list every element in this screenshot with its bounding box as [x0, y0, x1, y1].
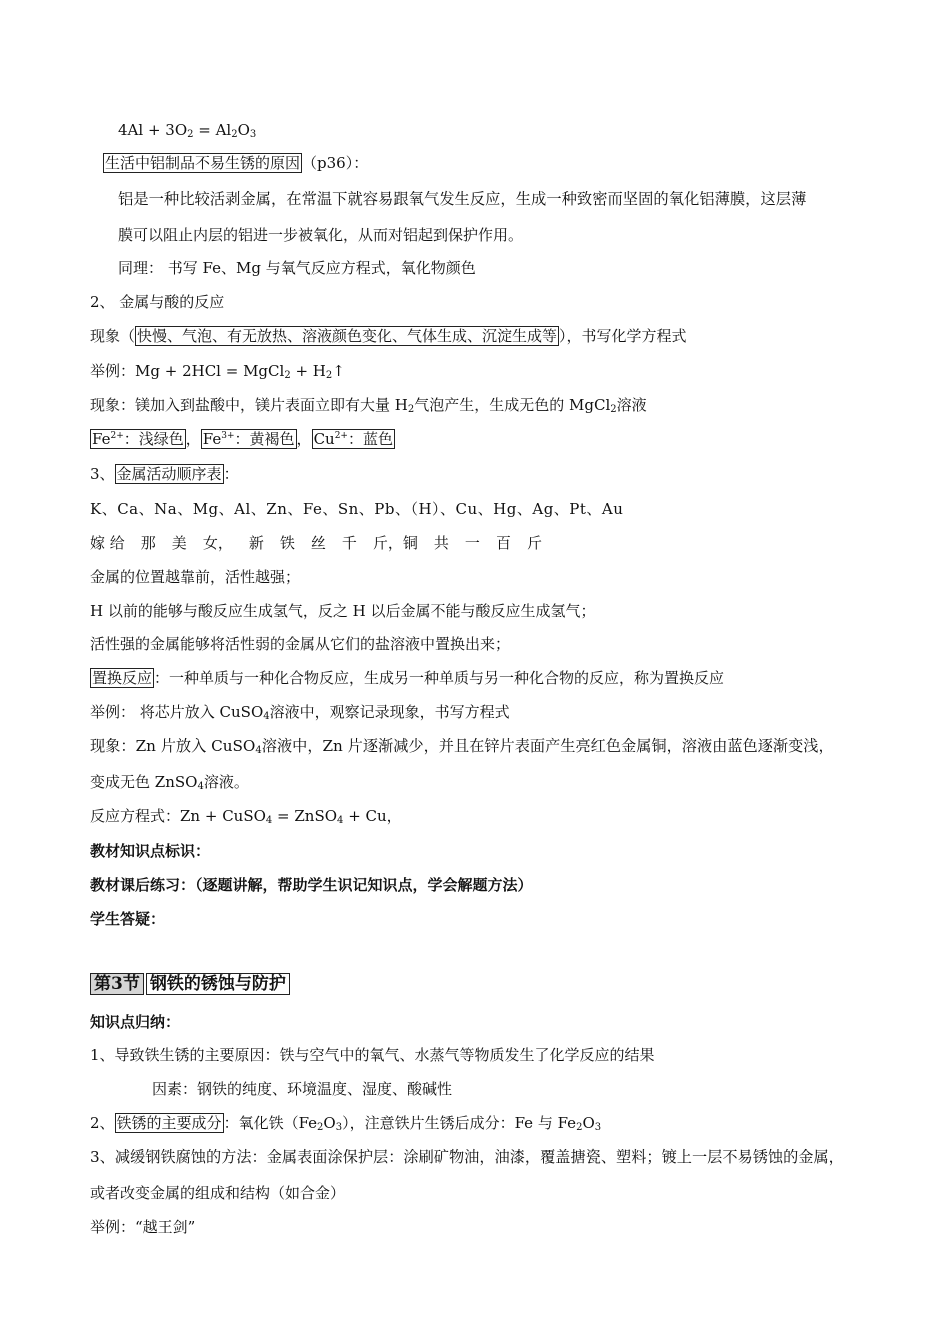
section3-title — [90, 464, 239, 484]
mnemonic-word: 嫁 给 — [90, 534, 125, 552]
ion-color: ：浅绿色 — [123, 430, 184, 448]
eq-subscript: 2 — [231, 129, 238, 140]
eq-part: = Al — [193, 121, 232, 139]
text: ），注意铁片生锈后成分：Fe 与 Fe — [342, 1114, 577, 1132]
boxed-term: 生活中铝制品不易生锈的原因 — [105, 154, 301, 172]
text: 现象（ — [90, 327, 136, 345]
text: O — [582, 1114, 595, 1132]
example-mg-equation — [90, 361, 345, 381]
activity-series: K、Ca、Na、Mg、Al、Zn、Fe、Sn、Pb、（H）、Cu、Hg、Ag、Pt、Au — [90, 500, 624, 518]
page-ref: （p36）： — [302, 154, 369, 172]
text: ： — [223, 465, 239, 483]
section-number: 第3节 — [90, 973, 144, 995]
boxed-term: 金属活动顺序表 — [116, 465, 222, 483]
equation-zn — [90, 806, 402, 826]
rust-cause: 1、导致铁生锈的主要原因：铁与空气中的氧气、水蒸气等物质发生了化学反应的结果 — [90, 1046, 655, 1064]
ion-symbol: Cu — [313, 430, 335, 448]
eq-part: + Cu， — [343, 807, 402, 825]
ion-fe3-box — [201, 429, 297, 449]
mnemonic-word: 斤，铜 — [372, 534, 418, 552]
aluminum-body-line1: 铝是一种比较活剥金属，在常温下就容易跟氧气发生反应，生成一种致密而坚固的氧化铝薄膜，这层薄 — [118, 190, 807, 208]
ion-symbol: Fe — [92, 430, 111, 448]
section-title: 钢铁的锈蚀与防护 — [146, 973, 290, 995]
text: 现象：Zn 片放入 CuSO — [90, 737, 256, 755]
mnemonic-word: 斤 — [526, 534, 542, 552]
subscript: 2 — [576, 1122, 583, 1133]
mnemonic-word: 铁 — [279, 534, 295, 552]
text: 举例： 将芯片放入 CuSO — [90, 703, 264, 721]
ion-cu2-box — [312, 429, 395, 449]
ion-colors — [90, 429, 395, 449]
rule-hydrogen: H 以前的能够与酸反应生成氢气，反之 H 以后金属不能与酸反应生成氢气； — [90, 602, 596, 620]
knowledge-summary: 知识点归纳： — [90, 1013, 181, 1031]
eq-subscript: 2 — [187, 129, 194, 140]
eq-subscript: 2 — [284, 370, 291, 381]
eq-subscript: 4 — [337, 815, 344, 826]
boxed-term: 置换反应 — [92, 669, 153, 687]
equation-aluminum-oxide — [118, 120, 256, 140]
mnemonic-line — [90, 533, 558, 553]
student-questions: 学生答疑： — [90, 910, 166, 928]
text: 现象：镁加入到盐酸中，镁片表面立即有大量 H — [90, 396, 408, 414]
section-heading — [90, 972, 290, 996]
rule-displacement: 活性强的金属能够将活性弱的金属从它们的盐溶液中置换出来； — [90, 635, 511, 653]
text: 变成无色 ZnSO — [90, 773, 198, 791]
text: 溶液中，观察记录现象，书写方程式 — [269, 703, 510, 721]
rust-factors: 因素：钢铁的纯度、环境温度、湿度、酸碱性 — [152, 1080, 453, 1098]
text: ：一种单质与一种化合物反应，生成另一种单质与另一种化合物的反应，称为置换反应 — [154, 669, 725, 687]
phenomenon-criteria — [90, 326, 687, 346]
mnemonic-word: 美 — [171, 534, 187, 552]
aluminum-body-line2: 膜可以阻止内层的铝进一步被氧化，从而对铝起到保护作用。 — [118, 226, 524, 244]
text: 溶液。 — [203, 773, 249, 791]
text: ：氧化铁（Fe — [223, 1114, 318, 1132]
eq-subscript: 2 — [325, 370, 333, 381]
ion-fe2-box — [90, 429, 186, 449]
ion-charge: 3+ — [221, 431, 235, 441]
ion-charge: 2+ — [110, 431, 124, 441]
subscript: 2 — [317, 1122, 324, 1133]
gas-arrow: ↑ — [332, 362, 345, 380]
phenomenon-mg — [90, 395, 647, 415]
text: 气泡产生，生成无色的 MgCl — [414, 396, 611, 414]
mnemonic-word: 新 — [248, 534, 264, 552]
text: 2、 — [90, 1114, 115, 1132]
eq-part: 举例：Mg + 2HCl = MgCl — [90, 362, 285, 380]
section2-title: 2、 金属与酸的反应 — [90, 293, 225, 311]
text: O — [323, 1114, 336, 1132]
rust-composition — [90, 1113, 601, 1133]
displacement-definition — [90, 668, 724, 688]
rust-prevention-line1: 3、减缓钢铁腐蚀的方法：金属表面涂保护层：涂刷矿物油，油漆，覆盖搪瓷、塑料；镀上一层不易锈蚀的金属， — [90, 1148, 844, 1166]
mnemonic-word: 百 — [495, 534, 511, 552]
ion-charge: 2+ — [334, 431, 348, 441]
text: 溶液中，Zn 片逐渐减少，并且在锌片表面产生亮红色金属铜，溶液由蓝色逐渐变浅， — [261, 737, 834, 755]
eq-part: = ZnSO — [272, 807, 338, 825]
ion-color: ：黄褐色 — [234, 430, 295, 448]
eq-part: + H — [290, 362, 326, 380]
subscript: 4 — [255, 745, 262, 756]
mnemonic-word: 共 — [433, 534, 449, 552]
eq-part: 4Al + 3O — [118, 121, 188, 139]
separator: ， — [185, 430, 201, 448]
after-class-exercises: 教材课后练习：（逐题讲解，帮助学生识记知识点，学会解题方法） — [90, 876, 533, 894]
aluminum-reason-heading — [103, 153, 368, 173]
phenomenon-zn-line2 — [90, 772, 249, 792]
ion-color: ：蓝色 — [347, 430, 393, 448]
boxed-term: 快慢、气泡、有无放热、溶液颜色变化、气体生成、沉淀生成等 — [137, 327, 558, 345]
text: 溶液 — [616, 396, 647, 414]
eq-subscript: 3 — [249, 129, 257, 140]
tongli-line: 同理： 书写 Fe、Mg 与氧气反应方程式，氧化物颜色 — [118, 259, 476, 277]
text: 3、 — [90, 465, 115, 483]
subscript: 3 — [594, 1122, 602, 1133]
subscript: 4 — [197, 781, 204, 792]
rule-position: 金属的位置越靠前，活性越强； — [90, 568, 301, 586]
boxed-term: 铁锈的主要成分 — [116, 1114, 222, 1132]
mnemonic-word: 那 — [140, 534, 156, 552]
mnemonic-word: 千 — [341, 534, 357, 552]
subscript: 3 — [335, 1122, 343, 1133]
separator: ， — [296, 430, 312, 448]
text: ），书写化学方程式 — [559, 327, 687, 345]
eq-part: 反应方程式：Zn + CuSO — [90, 807, 266, 825]
mnemonic-word: 一 — [464, 534, 480, 552]
subscript: 2 — [610, 404, 617, 415]
textbook-knowledge-mark: 教材知识点标识： — [90, 842, 211, 860]
eq-part: O — [237, 121, 250, 139]
subscript: 2 — [407, 404, 415, 415]
eq-subscript: 4 — [265, 815, 273, 826]
subscript: 4 — [263, 711, 270, 722]
ion-symbol: Fe — [202, 430, 222, 448]
example-sword: 举例：“越王剑” — [90, 1218, 196, 1236]
mnemonic-word: 丝 — [310, 534, 326, 552]
rust-prevention-line2: 或者改变金属的组成和结构（如合金） — [90, 1184, 346, 1202]
example-chip — [90, 702, 510, 722]
mnemonic-word: 女， — [202, 534, 233, 552]
phenomenon-zn-line1 — [90, 736, 834, 756]
